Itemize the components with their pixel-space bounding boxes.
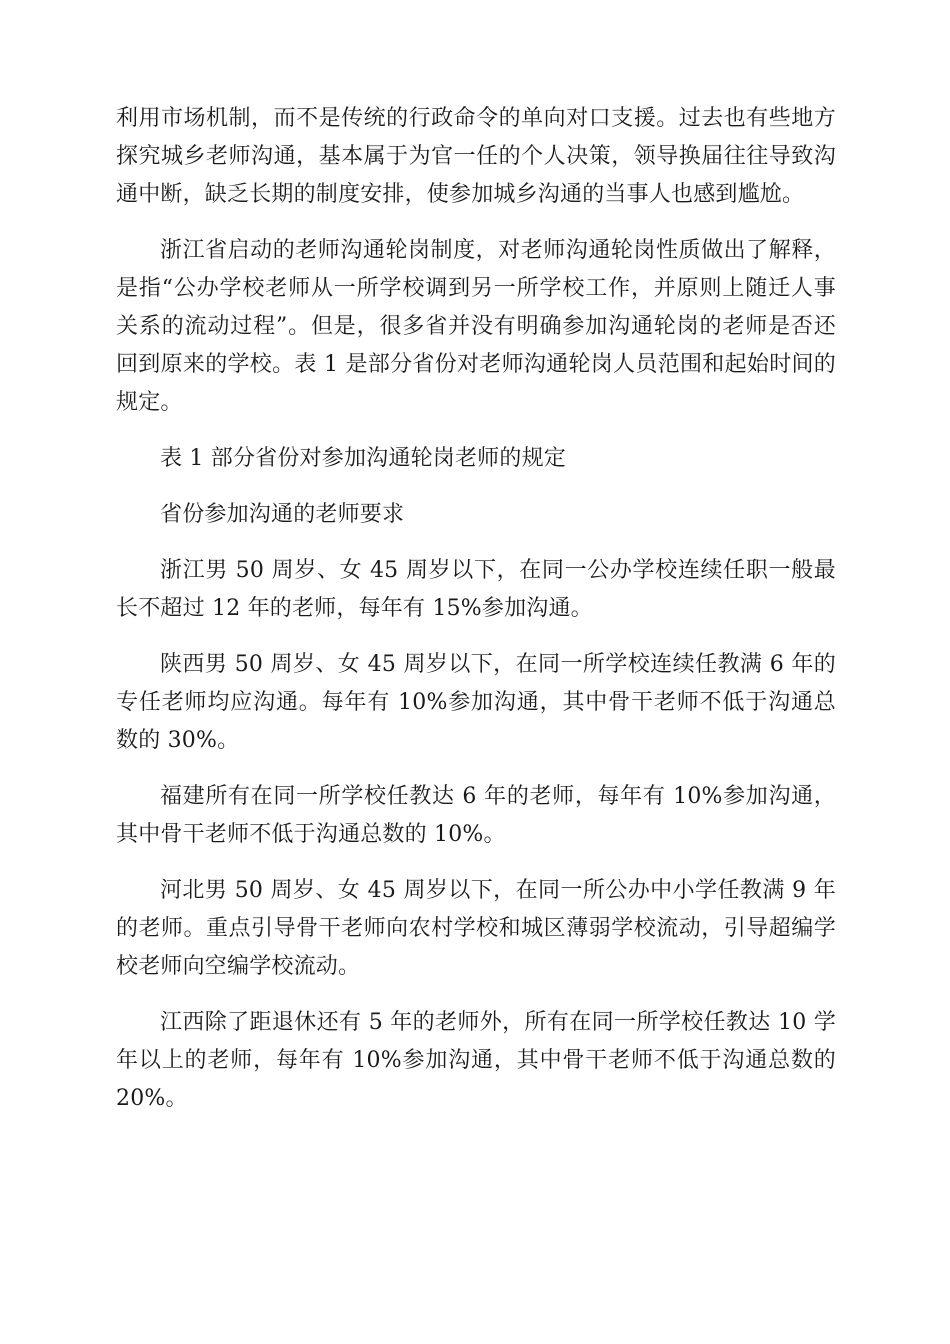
paragraph-market-mechanism: 利用市场机制，而不是传统的行政命令的单向对口支援。过去也有些地方探究城乡老师沟通，基本属于为官一任的个人决策，领导换届往往导致沟通中断，缺乏长期的制度安排，使参加城乡沟通的当事人也感到尴尬。 (116, 106, 836, 207)
document-body (116, 100, 836, 1136)
table-caption: 表 1 部分省份对参加沟通轮岗老师的规定 (160, 446, 566, 471)
paragraph-zhejiang-policy: 浙江省启动的老师沟通轮岗制度，对老师沟通轮岗性质做出了解释，是指“公办学校老师从一所学校调到另一所学校工作，并原则上随迁人事关系的流动过程”。但是，很多省并没有明确参加沟通轮岗的老师是否还回到原来的学校。表 1 是部分省份对老师沟通轮岗人员范围和起始时间的规定。 (116, 238, 836, 415)
table-row-zhejiang: 浙江男 50 周岁、女 45 周岁以下，在同一公办学校连续任职一般最长不超过 12 年的老师，每年有 15%参加沟通。 (116, 558, 836, 621)
table-row-fujian: 福建所有在同一所学校任教达 6 年的老师，每年有 10%参加沟通，其中骨干老师不低于沟通总数的 10%。 (116, 784, 836, 847)
table-row-jiangxi: 江西除了距退休还有 5 年的老师外，所有在同一所学校任教达 10 学年以上的老师，每年有 10%参加沟通，其中骨干老师不低于沟通总数的 20%。 (116, 1010, 836, 1111)
table-row-hebei: 河北男 50 周岁、女 45 周岁以下，在同一所公办中小学任教满 9 年的老师。重点引导骨干老师向农村学校和城区薄弱学校流动，引导超编学校老师向空编学校流动。 (116, 878, 836, 979)
table-header-row: 省份参加沟通的老师要求 (160, 502, 405, 527)
table-row-shaanxi: 陕西男 50 周岁、女 45 周岁以下，在同一所学校连续任教满 6 年的专任老师均应沟通。每年有 10%参加沟通，其中骨干老师不低于沟通总数的 30%。 (116, 652, 836, 753)
